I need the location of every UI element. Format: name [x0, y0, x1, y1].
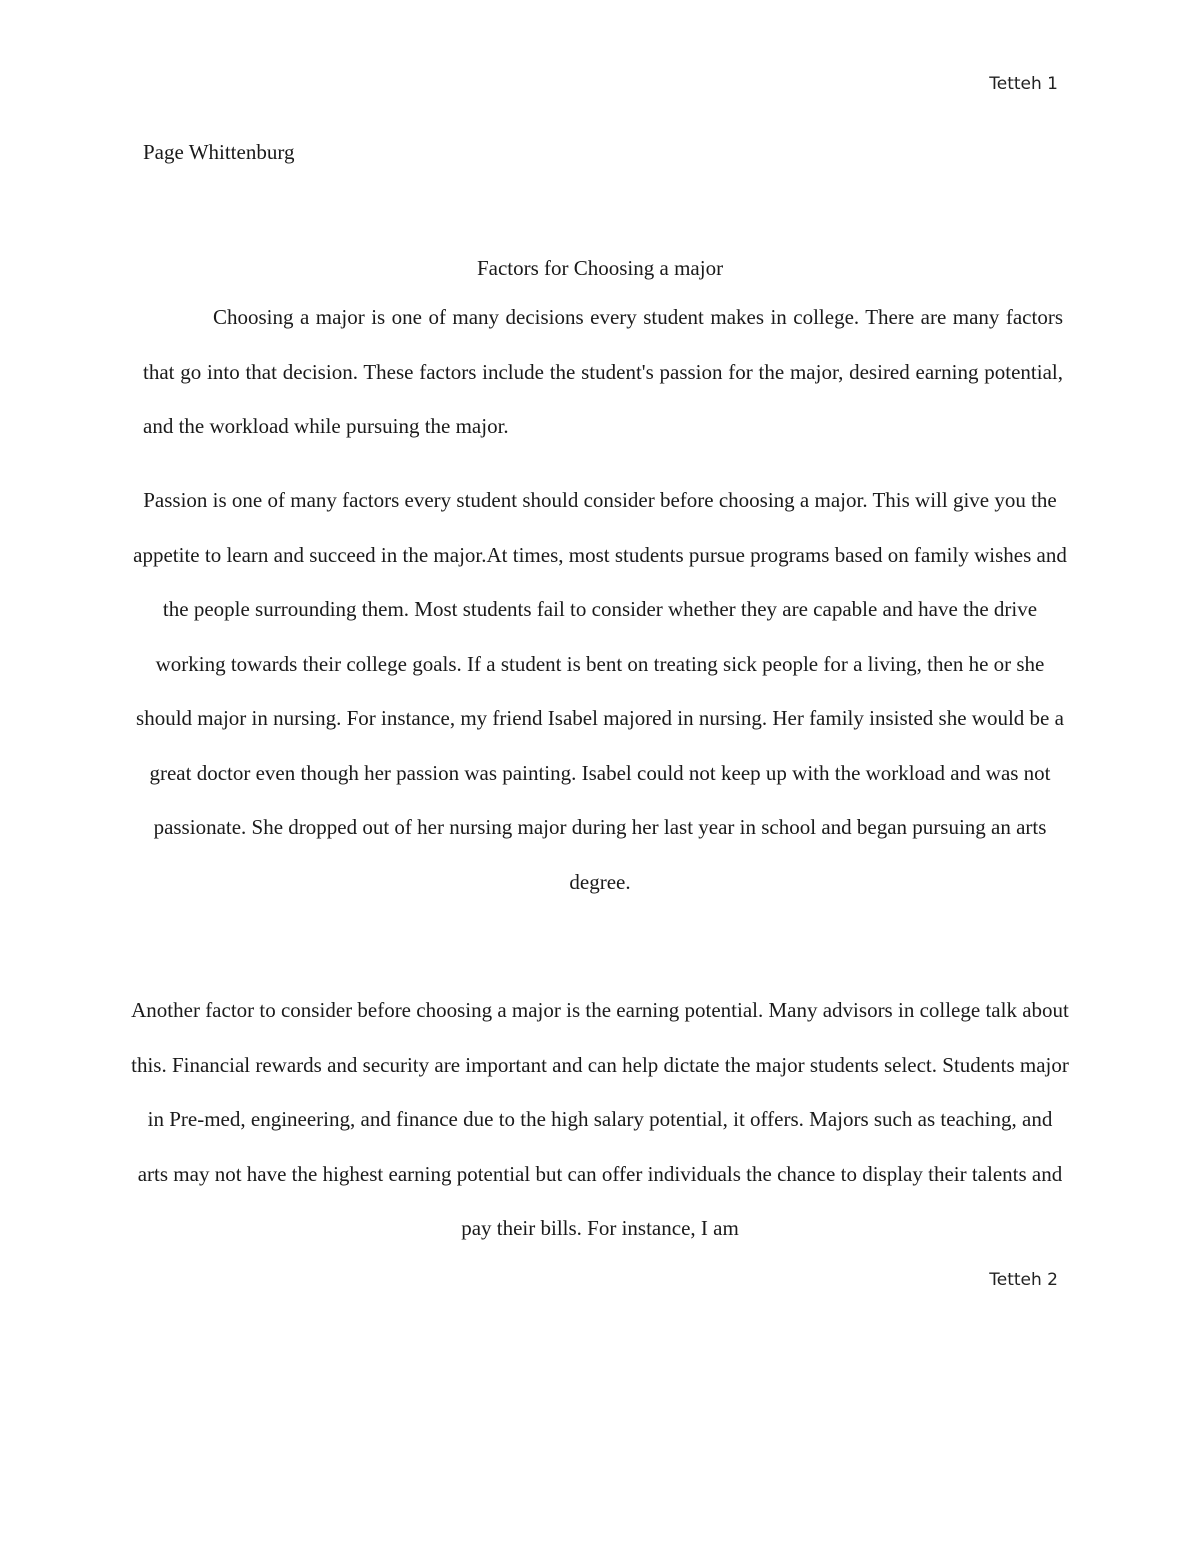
paragraph-earning-potential: Another factor to consider before choosing a major is the earning potential. Many advisors in college talk about this. Financial rewards and security are important and can help dictate the major students select. Students major in Pre-med, engineering, and finance due to the high salary potential, it offers. Majors such as teaching, and arts may not have the highest earning potential but can offer individuals the chance to display their talents and pay their bills. For instance, I am — [131, 998, 1069, 1240]
author-name: Page Whittenburg — [143, 140, 295, 164]
document-title: Factors for Choosing a major — [476, 256, 724, 280]
paragraph-passion: Passion is one of many factors every student should consider before choosing a major. This will give you the appetite to learn and succeed in the major.At times, most students pursue programs based on family wishes and the people surrounding them. Most students fail to consider whether they are capable and have the drive working towards their college goals. If a student is bent on treating sick people for a living, then he or she should major in nursing. For instance, my friend Isabel majored in nursing. Her family insisted she would be a great doctor even though her passion was painting. Isabel could not keep up with the workload and was not passionate. She dropped out of her nursing major during her last year in school and began pursuing an arts degree. — [133, 488, 1067, 894]
page-header-page-2: Tetteh 2 — [989, 1270, 1058, 1290]
paragraph-intro: Choosing a major is one of many decisions every student makes in college. There are many factors that go into that decision. These factors include the student's passion for the major, desired earning potential, and the workload while pursuing the major. — [143, 305, 1063, 438]
page-header-page-1: Tetteh 1 — [989, 74, 1058, 94]
